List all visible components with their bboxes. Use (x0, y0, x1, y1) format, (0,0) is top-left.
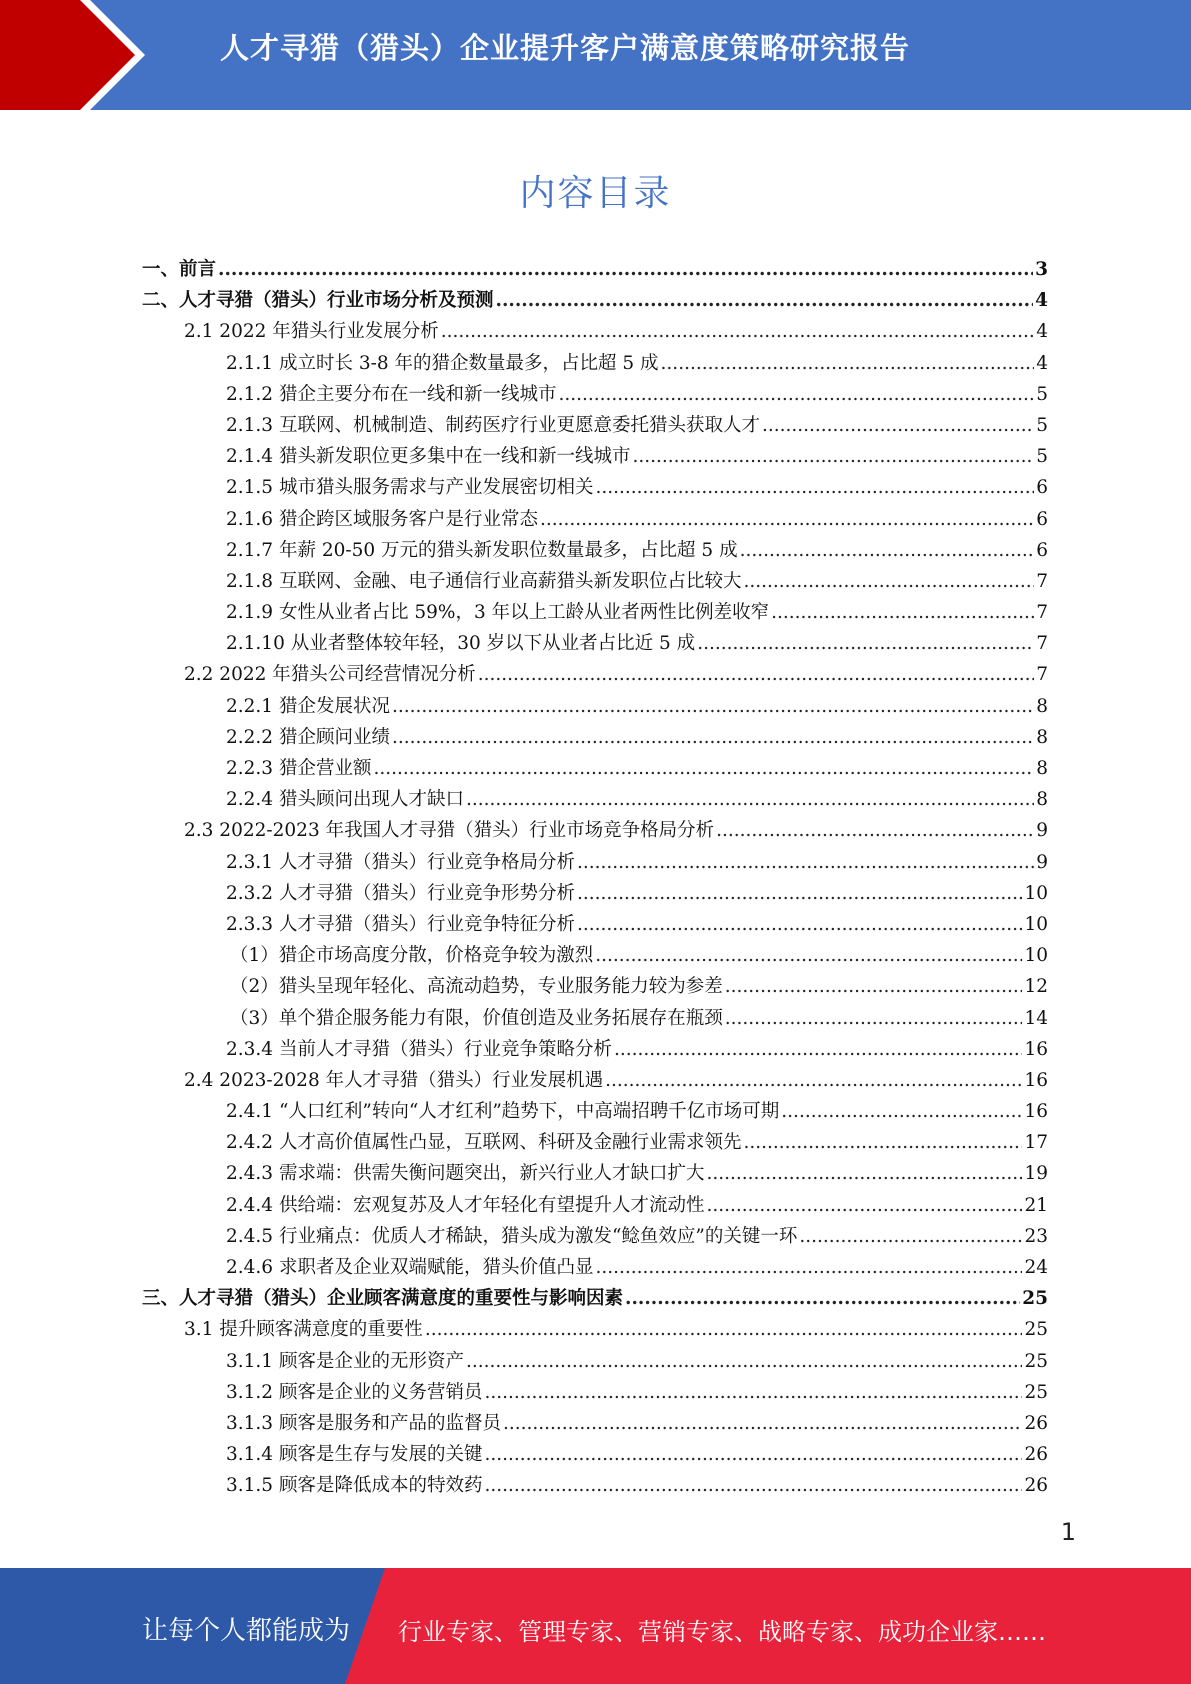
toc-dot-leader (466, 784, 1034, 815)
toc-entry-title: 2.1.10 从业者整体较年轻，30 岁以下从业者占比近 5 成 (226, 633, 696, 655)
toc-entry-page: 16 (1024, 1069, 1048, 1091)
toc-dot-leader (392, 691, 1034, 722)
toc-entry-page: 14 (1024, 1007, 1048, 1029)
toc-entry[interactable] (142, 379, 1048, 410)
toc-entry[interactable] (142, 472, 1048, 503)
toc-entry-page: 17 (1024, 1132, 1048, 1154)
toc-dot-leader (484, 1377, 1022, 1408)
toc-dot-leader (740, 535, 1035, 566)
footer-slogan-right: 行业专家、管理专家、营销专家、战略专家、成功企业家…… (398, 1618, 1046, 1646)
toc-dot-leader (762, 410, 1034, 441)
toc-entry-title: 2.3 2022-2023 年我国人才寻猎（猎头）行业市场竞争格局分析 (184, 820, 715, 842)
header-arrow-decoration (0, 0, 160, 110)
toc-entry-page: 25 (1024, 1381, 1048, 1403)
toc-entry[interactable] (142, 878, 1048, 909)
header-title: 人才寻猎（猎头）企业提升客户满意度策略研究报告 (220, 31, 911, 65)
toc-entry-title: 2.1.7 年薪 20-50 万元的猎头新发职位数量最多，占比超 5 成 (226, 539, 738, 561)
toc-entry-page: 9 (1036, 851, 1048, 873)
toc-entry[interactable] (142, 691, 1048, 722)
toc-entry[interactable] (142, 1003, 1048, 1034)
toc-entry-page: 26 (1024, 1412, 1048, 1434)
toc-entry-page: 23 (1024, 1225, 1048, 1247)
toc-dot-leader (706, 1190, 1022, 1221)
toc-entry-page: 7 (1036, 602, 1048, 624)
toc-entry-title: 二、人才寻猎（猎头）行业市场分析及预测 (142, 290, 494, 312)
toc-entry-page: 6 (1036, 477, 1048, 499)
toc-entry-page: 5 (1036, 383, 1048, 405)
toc-entry[interactable] (142, 316, 1048, 347)
toc-entry[interactable] (142, 1096, 1048, 1127)
toc-entry[interactable] (142, 1408, 1048, 1439)
toc-entry-page: 7 (1036, 633, 1048, 655)
toc-entry-title: 2.2 2022 年猎头公司经营情况分析 (184, 664, 476, 686)
toc-entry-title: 2.4.4 供给端：宏观复苏及人才年轻化有望提升人才流动性 (226, 1194, 705, 1216)
toc-entry-title: 2.2.2 猎企顾问业绩 (226, 726, 390, 748)
toc-entry-title: 2.4.6 求职者及企业双端赋能，猎头价值凸显 (226, 1257, 594, 1278)
toc-title: 内容目录 (519, 173, 672, 214)
toc-entry-title: 3.1.5 顾客是降低成本的特效药 (226, 1475, 483, 1497)
toc-entry[interactable] (142, 909, 1048, 940)
toc-dot-leader (661, 348, 1035, 379)
toc-entry-title: 3.1 提升顾客满意度的重要性 (184, 1319, 423, 1341)
toc-entry[interactable] (142, 722, 1048, 753)
toc-entry-page: 6 (1036, 508, 1048, 530)
toc-entry-title: 2.4.5 行业痛点：优质人才稀缺，猎头成为激发“鲶鱼效应”的关键一环 (226, 1225, 798, 1247)
toc-entry[interactable] (142, 971, 1048, 1002)
toc-entry-page: 26 (1024, 1444, 1048, 1466)
toc-entry[interactable] (142, 628, 1048, 659)
toc-dot-leader (632, 441, 1034, 472)
toc-dot-leader (799, 1221, 1022, 1252)
toc-entry-title: 3.1.2 顾客是企业的义务营销员 (226, 1381, 483, 1403)
toc-entry[interactable] (142, 348, 1048, 379)
toc-entry[interactable] (142, 1158, 1048, 1189)
toc-entry-title: （2）猎头呈现年轻化、高流动趋势，专业服务能力较为参差 (230, 976, 723, 998)
toc-entry-page: 25 (1024, 1350, 1048, 1372)
toc-entry[interactable] (142, 1439, 1048, 1470)
toc-dot-leader (577, 878, 1022, 909)
toc-dot-leader (771, 597, 1034, 628)
toc-entry[interactable] (142, 1065, 1048, 1096)
toc-entry-title: 2.3.1 人才寻猎（猎头）行业竞争格局分析 (226, 851, 575, 873)
toc-entry-title: 3.1.4 顾客是生存与发展的关键 (226, 1444, 483, 1466)
toc-entry[interactable] (142, 1252, 1048, 1283)
toc-dot-leader (595, 940, 1022, 971)
toc-entry-page: 4 (1036, 321, 1048, 343)
toc-entry-page: 8 (1036, 758, 1048, 779)
toc-entry-title: 3.1.1 顾客是企业的无形资产 (226, 1350, 464, 1372)
toc-entry-title: 2.2.4 猎头顾问出现人才缺口 (226, 789, 464, 811)
toc-entry[interactable] (142, 659, 1048, 690)
toc-dot-leader (743, 1127, 1022, 1158)
toc-entry-page: 25 (1022, 1288, 1048, 1310)
toc-entry-title: 3.1.3 顾客是服务和产品的监督员 (226, 1412, 501, 1434)
toc-dot-leader (625, 1283, 1020, 1314)
toc-entry-page: 8 (1036, 695, 1048, 717)
toc-entry[interactable] (142, 1377, 1048, 1408)
toc-entry-page: 4 (1035, 290, 1048, 312)
toc-entry-title: 2.2.1 猎企发展状况 (226, 695, 390, 717)
toc-entry-page: 16 (1024, 1038, 1048, 1060)
toc-entry-title: 一、前言 (142, 259, 217, 280)
toc-dot-leader (441, 316, 1034, 347)
toc-entry-title: （1）猎企市场高度分散，价格竞争较为激烈 (230, 945, 594, 967)
toc-entry-page: 7 (1036, 664, 1048, 686)
toc-entry-page: 21 (1024, 1194, 1048, 1216)
toc-entry-page: 10 (1024, 913, 1048, 935)
toc-dot-leader (540, 504, 1034, 535)
toc-entry-title: 2.4.1 “人口红利”转向“人才红利”趋势下，中高端招聘千亿市场可期 (226, 1101, 780, 1123)
toc-dot-leader (503, 1408, 1022, 1439)
toc-entry[interactable] (142, 441, 1048, 472)
toc-entry-page: 10 (1024, 945, 1048, 967)
toc-entry[interactable] (142, 1190, 1048, 1221)
toc-dot-leader (466, 1346, 1022, 1377)
toc-entry-page: 3 (1035, 259, 1048, 280)
toc-dot-leader (725, 1003, 1023, 1034)
toc-entry-page: 12 (1024, 976, 1048, 998)
toc-entry[interactable] (142, 1221, 1048, 1252)
toc-entry-page: 16 (1024, 1101, 1048, 1123)
toc-entry-title: 2.1.4 猎头新发职位更多集中在一线和新一线城市 (226, 446, 631, 468)
toc-entry[interactable] (142, 254, 1048, 285)
toc-dot-leader (218, 254, 1033, 285)
toc-entry[interactable] (142, 597, 1048, 628)
toc-entry[interactable] (142, 1127, 1048, 1158)
toc-entry[interactable] (142, 847, 1048, 878)
page-number: 1 (1060, 1518, 1076, 1546)
toc-entry-title: 三、人才寻猎（猎头）企业顾客满意度的重要性与影响因素 (142, 1288, 624, 1310)
toc-entry-title: 2.1.5 城市猎头服务需求与产业发展密切相关 (226, 477, 594, 499)
toc-entry-page: 24 (1024, 1257, 1048, 1278)
toc-dot-leader (373, 753, 1034, 784)
toc-entry-page: 8 (1036, 726, 1048, 748)
toc-dot-leader (496, 285, 1034, 316)
toc-entry[interactable] (142, 753, 1048, 784)
toc-entry[interactable] (142, 1034, 1048, 1065)
toc-dot-leader (558, 379, 1034, 410)
toc-dot-leader (595, 1252, 1022, 1283)
toc-entry-title: 2.1.1 成立时长 3-8 年的猎企数量最多，占比超 5 成 (226, 352, 659, 374)
toc-entry-title: 2.1.3 互联网、机械制造、制药医疗行业更愿意委托猎头获取人才 (226, 414, 760, 436)
toc-entry-page: 5 (1036, 414, 1048, 436)
toc-entry-title: 2.4.3 需求端：供需失衡问题突出，新兴行业人才缺口扩大 (226, 1163, 705, 1185)
toc-dot-leader (743, 566, 1034, 597)
toc-entry[interactable] (142, 504, 1048, 535)
toc-dot-leader (716, 815, 1034, 846)
footer-slogan-left: 让每个人都能成为 (142, 1616, 351, 1646)
toc-dot-leader (614, 1034, 1022, 1065)
toc-dot-leader (697, 628, 1034, 659)
toc-entry-page: 19 (1024, 1163, 1048, 1185)
toc-entry-page: 5 (1036, 446, 1048, 468)
toc-entry[interactable] (142, 1283, 1048, 1314)
toc-dot-leader (484, 1439, 1022, 1470)
toc-entry-title: 2.3.3 人才寻猎（猎头）行业竞争特征分析 (226, 913, 575, 935)
toc-entry-page: 25 (1024, 1319, 1048, 1341)
toc-entry-page: 8 (1036, 789, 1048, 811)
toc-entry-title: 2.4 2023-2028 年人才寻猎（猎头）行业发展机遇 (184, 1069, 604, 1091)
toc-dot-leader (725, 971, 1023, 1002)
toc-entry-title: 2.2.3 猎企营业额 (226, 758, 372, 779)
toc-entry[interactable] (142, 815, 1048, 846)
toc-dot-leader (478, 659, 1034, 690)
toc-entry[interactable] (142, 285, 1048, 316)
toc-entry-title: 2.1.9 女性从业者占比 59%，3 年以上工龄从业者两性比例差收窄 (226, 602, 770, 624)
toc-entry[interactable] (142, 410, 1048, 441)
toc-dot-leader (425, 1314, 1023, 1345)
toc-entry[interactable] (142, 1314, 1048, 1345)
toc-entry[interactable] (142, 784, 1048, 815)
toc-entry-page: 9 (1036, 820, 1048, 842)
toc-entry-page: 7 (1036, 570, 1048, 592)
toc-entry[interactable] (142, 940, 1048, 971)
toc-entry-page: 6 (1036, 539, 1048, 561)
toc-entry-title: 2.1.6 猎企跨区域服务客户是行业常态 (226, 508, 538, 530)
toc-entry-title: （3）单个猎企服务能力有限，价值创造及业务拓展存在瓶颈 (230, 1007, 723, 1029)
toc-dot-leader (392, 722, 1034, 753)
toc-entry[interactable] (142, 1346, 1048, 1377)
toc-entry-title: 2.1.8 互联网、金融、电子通信行业高薪猎头新发职位占比较大 (226, 570, 742, 592)
toc-entry-title: 2.1 2022 年猎头行业发展分析 (184, 321, 439, 343)
toc-entry[interactable] (142, 535, 1048, 566)
toc-entry-page: 10 (1024, 882, 1048, 904)
toc-dot-leader (484, 1470, 1022, 1501)
toc-entry-title: 2.1.2 猎企主要分布在一线和新一线城市 (226, 383, 557, 405)
toc-entry-title: 2.3.4 当前人才寻猎（猎头）行业竞争策略分析 (226, 1038, 612, 1060)
toc-entry-title: 2.4.2 人才高价值属性凸显，互联网、科研及金融行业需求领先 (226, 1132, 742, 1154)
toc-dot-leader (605, 1065, 1022, 1096)
toc-entry[interactable] (142, 1470, 1048, 1501)
toc-entry-page: 26 (1024, 1475, 1048, 1497)
toc-dot-leader (781, 1096, 1022, 1127)
toc-dot-leader (577, 847, 1034, 878)
toc-dot-leader (706, 1158, 1022, 1189)
toc-dot-leader (595, 472, 1034, 503)
toc-entry-page: 4 (1036, 352, 1048, 374)
table-of-contents (142, 254, 1048, 1502)
toc-entry-title: 2.3.2 人才寻猎（猎头）行业竞争形势分析 (226, 882, 575, 904)
toc-entry[interactable] (142, 566, 1048, 597)
toc-dot-leader (577, 909, 1022, 940)
